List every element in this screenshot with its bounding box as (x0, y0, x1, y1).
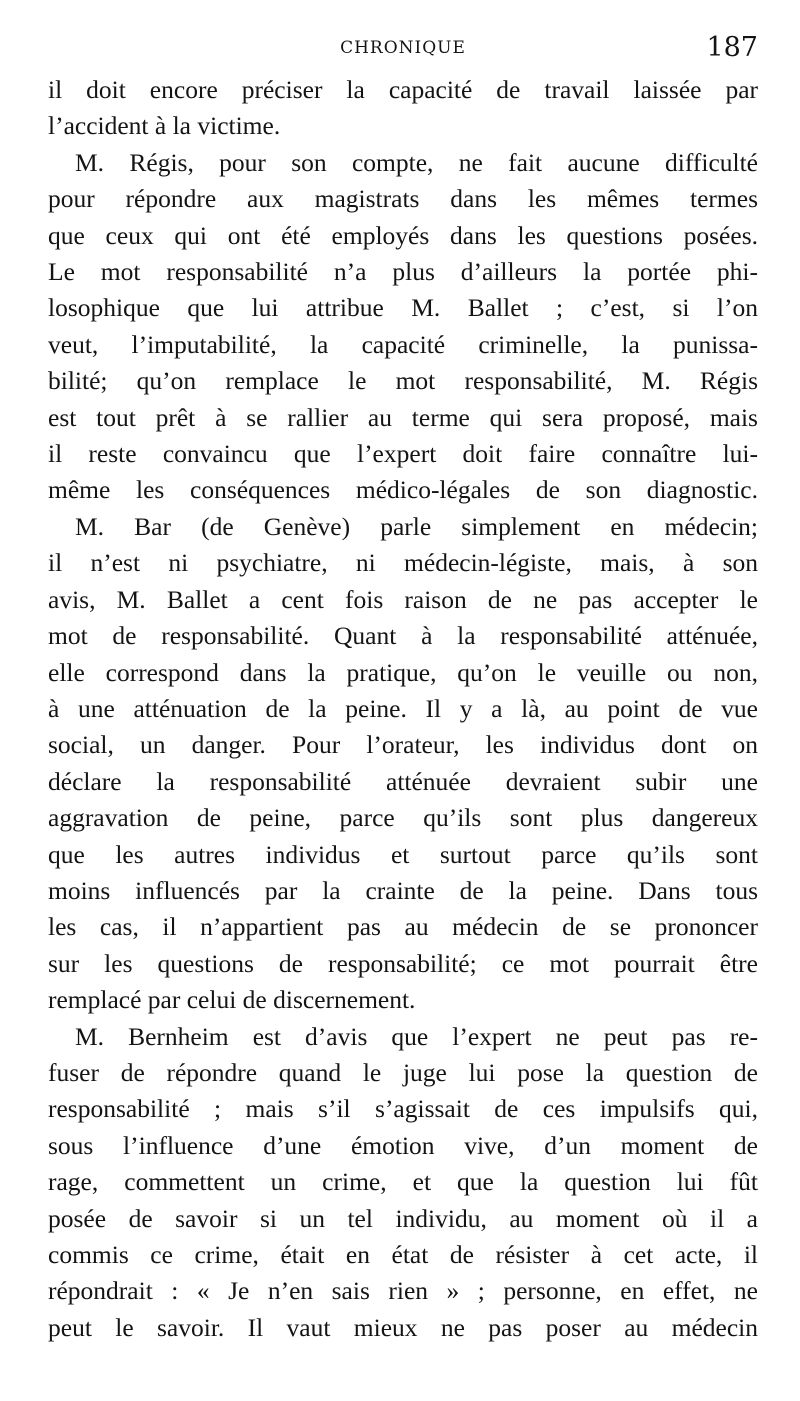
text-line: que les autres individus et surtout parce qu’ils sont (48, 839, 758, 869)
text-line: déclare la responsabilité atténuée devraient subir une (48, 766, 758, 796)
text-line: sous l’influence d’une émotion vive, d’un moment de (48, 1130, 758, 1160)
text-line: M. Bernheim est d’avis que l’expert ne peut pas re- (75, 1021, 758, 1051)
text-line: sur les questions de responsabilité; ce mot pourrait être (48, 948, 758, 978)
text-line: que ceux qui ont été employés dans les questions posées. (48, 220, 758, 250)
paragraph-4 (48, 1019, 758, 1347)
text-line: répondrait : « Je n’en sais rien » ; personne, en effet, ne (48, 1276, 758, 1306)
paragraph-3 (48, 509, 758, 1019)
text-line: elle correspond dans la pratique, qu’on le veuille ou non, (48, 657, 758, 687)
text-line: commis ce crime, était en état de résister à cet acte, il (48, 1240, 758, 1269)
page-number: 187 (706, 32, 758, 63)
text-line: social, un danger. Pour l’orateur, les individus dont on (48, 730, 758, 760)
text-line: pour répondre aux magistrats dans les mêmes termes (48, 184, 758, 214)
text-line: bilité; qu’on remplace le mot responsabilité, M. Régis (48, 366, 758, 396)
text-line: l’accident à la victime. (48, 111, 281, 141)
text-line: veut, l’imputabilité, la capacité criminelle, la punissa- (48, 329, 758, 359)
text-line: mot de responsabilité. Quant à la responsabilité atténuée, (48, 621, 758, 651)
text-line: les cas, il n’appartient pas au médecin de se prononcer (48, 912, 758, 942)
text-line: responsabilité ; mais s’il s’agissait de ces impulsifs qui, (48, 1094, 758, 1124)
paragraph-1 (48, 72, 758, 145)
book-page (48, 32, 758, 1346)
text-line: peut le savoir. Il vaut mieux ne pas poser au médecin (48, 1312, 758, 1342)
text-line: avis, M. Ballet a cent fois raison de ne pas accepter le (48, 584, 758, 614)
text-line: moins influencés par la crainte de la peine. Dans tous (48, 875, 758, 905)
text-line: il doit encore préciser la capacité de travail laissée par (48, 75, 758, 104)
text-line: est tout prêt à se rallier au terme qui sera proposé, mais (48, 402, 758, 432)
text-line: rage, commettent un crime, et que la question lui fût (48, 1167, 758, 1197)
text-line: il n’est ni psychiatre, ni médecin-légiste, mais, à son (48, 548, 758, 578)
text-line: remplacé par celui de discernement. (48, 985, 416, 1015)
text-line: même les conséquences médico-légales de son diagnostic. (48, 475, 758, 505)
text-line: il reste convaincu que l’expert doit faire connaître lui- (48, 439, 758, 469)
paragraph-2 (48, 145, 758, 509)
text-line: aggravation de peine, parce qu’ils sont plus dangereux (48, 803, 758, 833)
running-head (48, 32, 758, 72)
text-line: M. Régis, pour son compte, ne fait aucune difficulté (75, 147, 758, 177)
text-line: posée de savoir si un tel individu, au moment où il a (48, 1203, 758, 1233)
text-line: M. Bar (de Genève) parle simplement en médecin; (75, 511, 758, 541)
text-line: fuser de répondre quand le juge lui pose la question de (48, 1057, 758, 1087)
text-line: Le mot responsabilité n’a plus d’ailleurs la portée phi- (48, 257, 758, 287)
running-title: CHRONIQUE (340, 38, 466, 58)
body-text (48, 72, 758, 1346)
text-line: losophique que lui attribue M. Ballet ; c’est, si l’on (48, 293, 758, 323)
text-line: à une atténuation de la peine. Il y a là, au point de vue (48, 693, 758, 723)
